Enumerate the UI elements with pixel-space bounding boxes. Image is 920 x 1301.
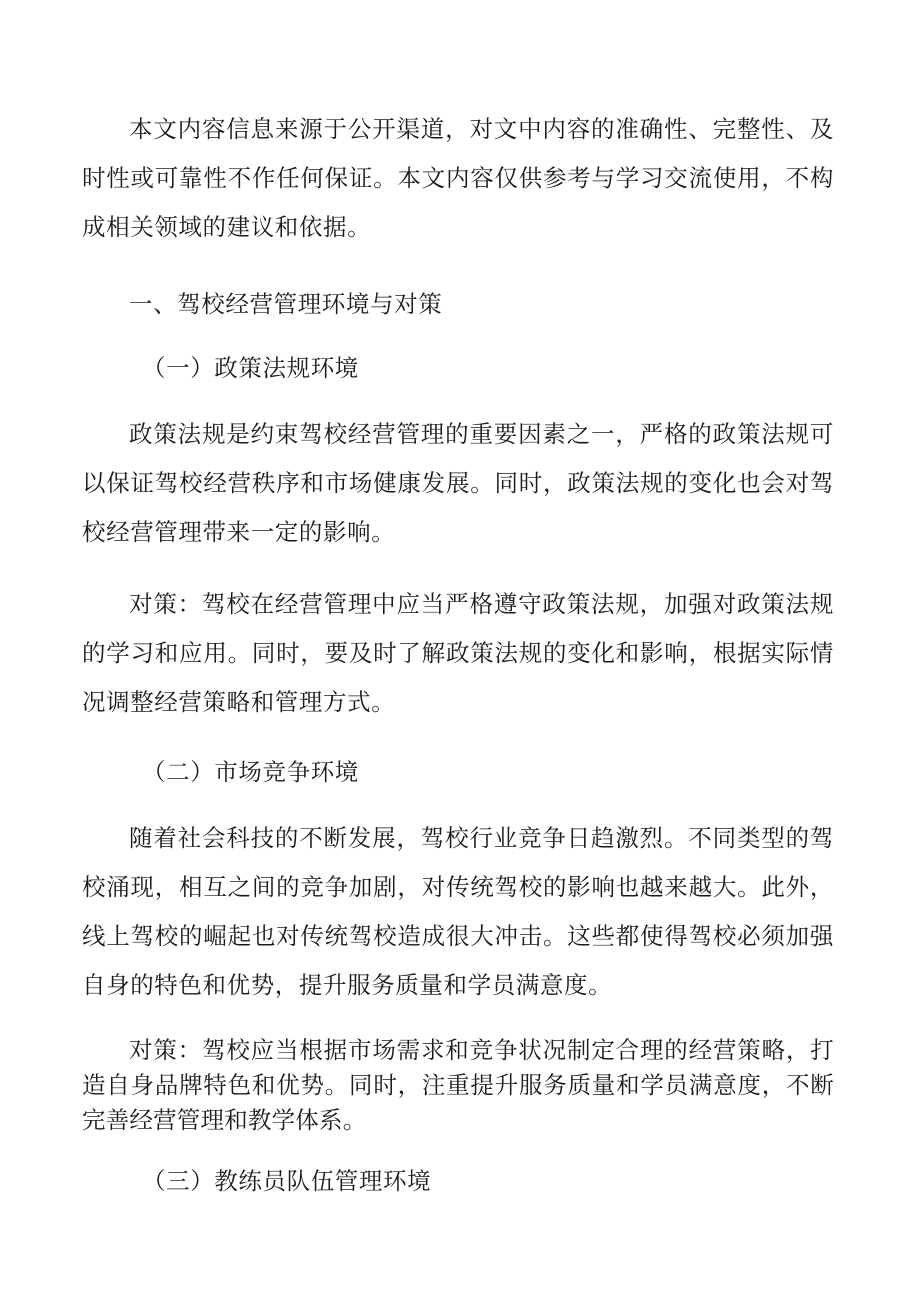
market-strategy-paragraph: 对策：驾校应当根据市场需求和竞争状况制定合理的经营策略，打造自身品牌特色和优势。同时，注重提升服务质量和学员满意度，不断完善经营管理和教学体系。 (82, 1036, 834, 1134)
market-body-paragraph: 随着社会科技的不断发展，驾校行业竞争日趋激烈。不同类型的驾校涌现，相互之间的竞争加剧，对传统驾校的影响也越来越大。此外，线上驾校的崛起也对传统驾校造成很大冲击。这些都使得驾校必须加强自身的特色和优势，提升服务质量和学员满意度。 (82, 824, 834, 999)
policy-body-paragraph: 政策法规是约束驾校经营管理的重要因素之一，严格的政策法规可以保证驾校经营秩序和市场健康发展。同时，政策法规的变化也会对驾校经营管理带来一定的影响。 (82, 420, 834, 546)
subsection-heading-market: （二）市场竞争环境 (142, 758, 359, 786)
subsection-heading-coaches: （三）教练员队伍管理环境 (142, 1167, 432, 1195)
policy-strategy-paragraph: 对策：驾校在经营管理中应当严格遵守政策法规，加强对政策法规的学习和应用。同时，要及时了解政策法规的变化和影响，根据实际情况调整经营策略和管理方式。 (82, 590, 834, 716)
subsection-heading-policy: （一）政策法规环境 (142, 354, 359, 382)
section-heading-1: 一、驾校经营管理环境与对策 (129, 290, 443, 318)
disclaimer-paragraph: 本文内容信息来源于公开渠道，对文中内容的准确性、完整性、及时性或可靠性不作任何保证。本文内容仅供参考与学习交流使用，不构成相关领域的建议和依据。 (82, 115, 834, 241)
